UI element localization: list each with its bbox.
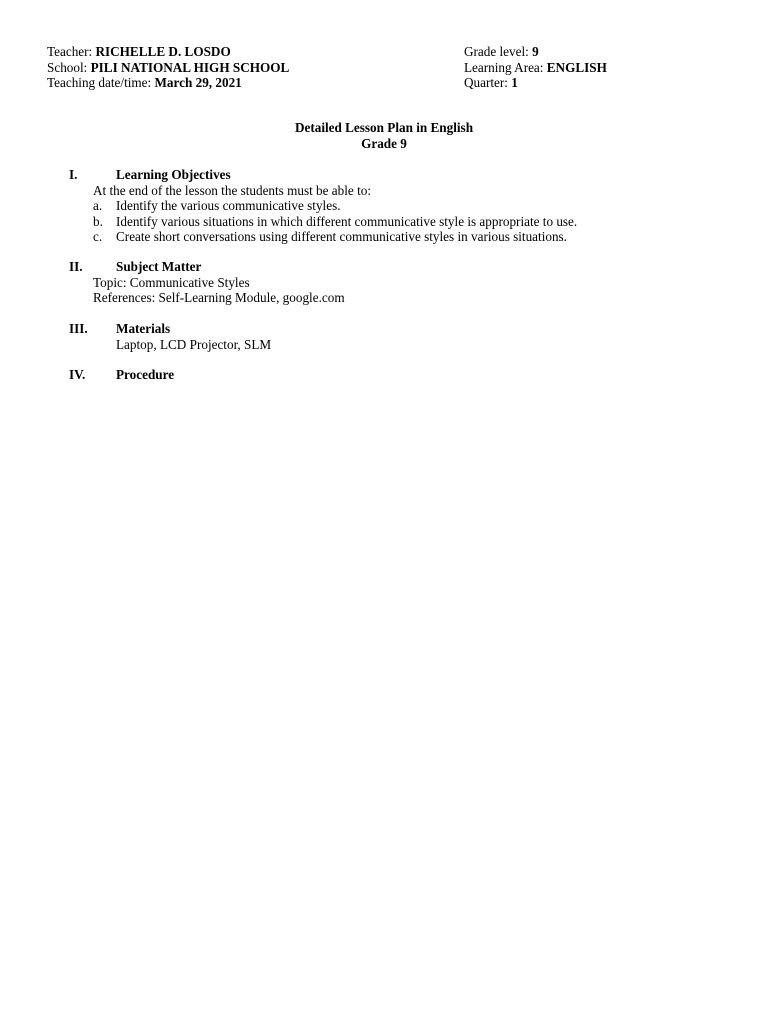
learning-area-value: ENGLISH bbox=[546, 59, 607, 75]
quarter-value: 1 bbox=[511, 75, 518, 90]
materials-list: Laptop, LCD Projector, SLM bbox=[116, 336, 272, 352]
section-number: II. bbox=[69, 259, 83, 274]
references-line: References: Self-Learning Module, google.com bbox=[93, 290, 345, 305]
list-item: Create short conversations using different communicative styles in various situations. bbox=[116, 229, 567, 244]
grade-level-label: Grade level: bbox=[464, 44, 533, 59]
teacher-label: Teacher: bbox=[47, 44, 96, 59]
teaching-date-line bbox=[47, 75, 242, 91]
learning-area-label: Learning Area: bbox=[464, 59, 547, 75]
document-subtitle: Grade 9 bbox=[361, 135, 407, 151]
list-item: Identify the various communicative styles. bbox=[116, 198, 341, 213]
list-item-letter: a. bbox=[93, 198, 103, 213]
section-number: III. bbox=[69, 321, 88, 336]
objectives-intro: At the end of the lesson the students must be able to: bbox=[93, 182, 371, 198]
teaching-date-value: March 29, 2021 bbox=[154, 75, 242, 90]
list-item: Identify various situations in which different communicative style is appropriate to use. bbox=[116, 213, 578, 229]
topic-line: Topic: Communicative Styles bbox=[93, 274, 250, 290]
document-title: Detailed Lesson Plan in English bbox=[294, 120, 474, 135]
school-line bbox=[47, 60, 289, 76]
section-heading: Procedure bbox=[116, 367, 175, 382]
section-heading: Materials bbox=[116, 321, 171, 336]
school-label: School: bbox=[47, 59, 91, 75]
school-name: PILI NATIONAL HIGH SCHOOL bbox=[90, 59, 290, 75]
learning-area-line bbox=[464, 60, 607, 76]
section-heading: Learning Objectives bbox=[116, 167, 231, 182]
section-number: I. bbox=[69, 167, 78, 182]
list-item-letter: b. bbox=[93, 213, 103, 229]
list-item-letter: c. bbox=[93, 229, 103, 244]
quarter-line bbox=[464, 75, 518, 91]
grade-level-value: 9 bbox=[532, 44, 539, 59]
quarter-label: Quarter: bbox=[464, 75, 512, 90]
grade-level-line bbox=[464, 44, 539, 60]
teaching-date-label: Teaching date/time: bbox=[47, 75, 155, 90]
teacher-name: RICHELLE D. LOSDO bbox=[95, 44, 231, 59]
teacher-line bbox=[47, 44, 231, 60]
section-heading: Subject Matter bbox=[116, 259, 202, 274]
section-number: IV. bbox=[69, 367, 86, 382]
